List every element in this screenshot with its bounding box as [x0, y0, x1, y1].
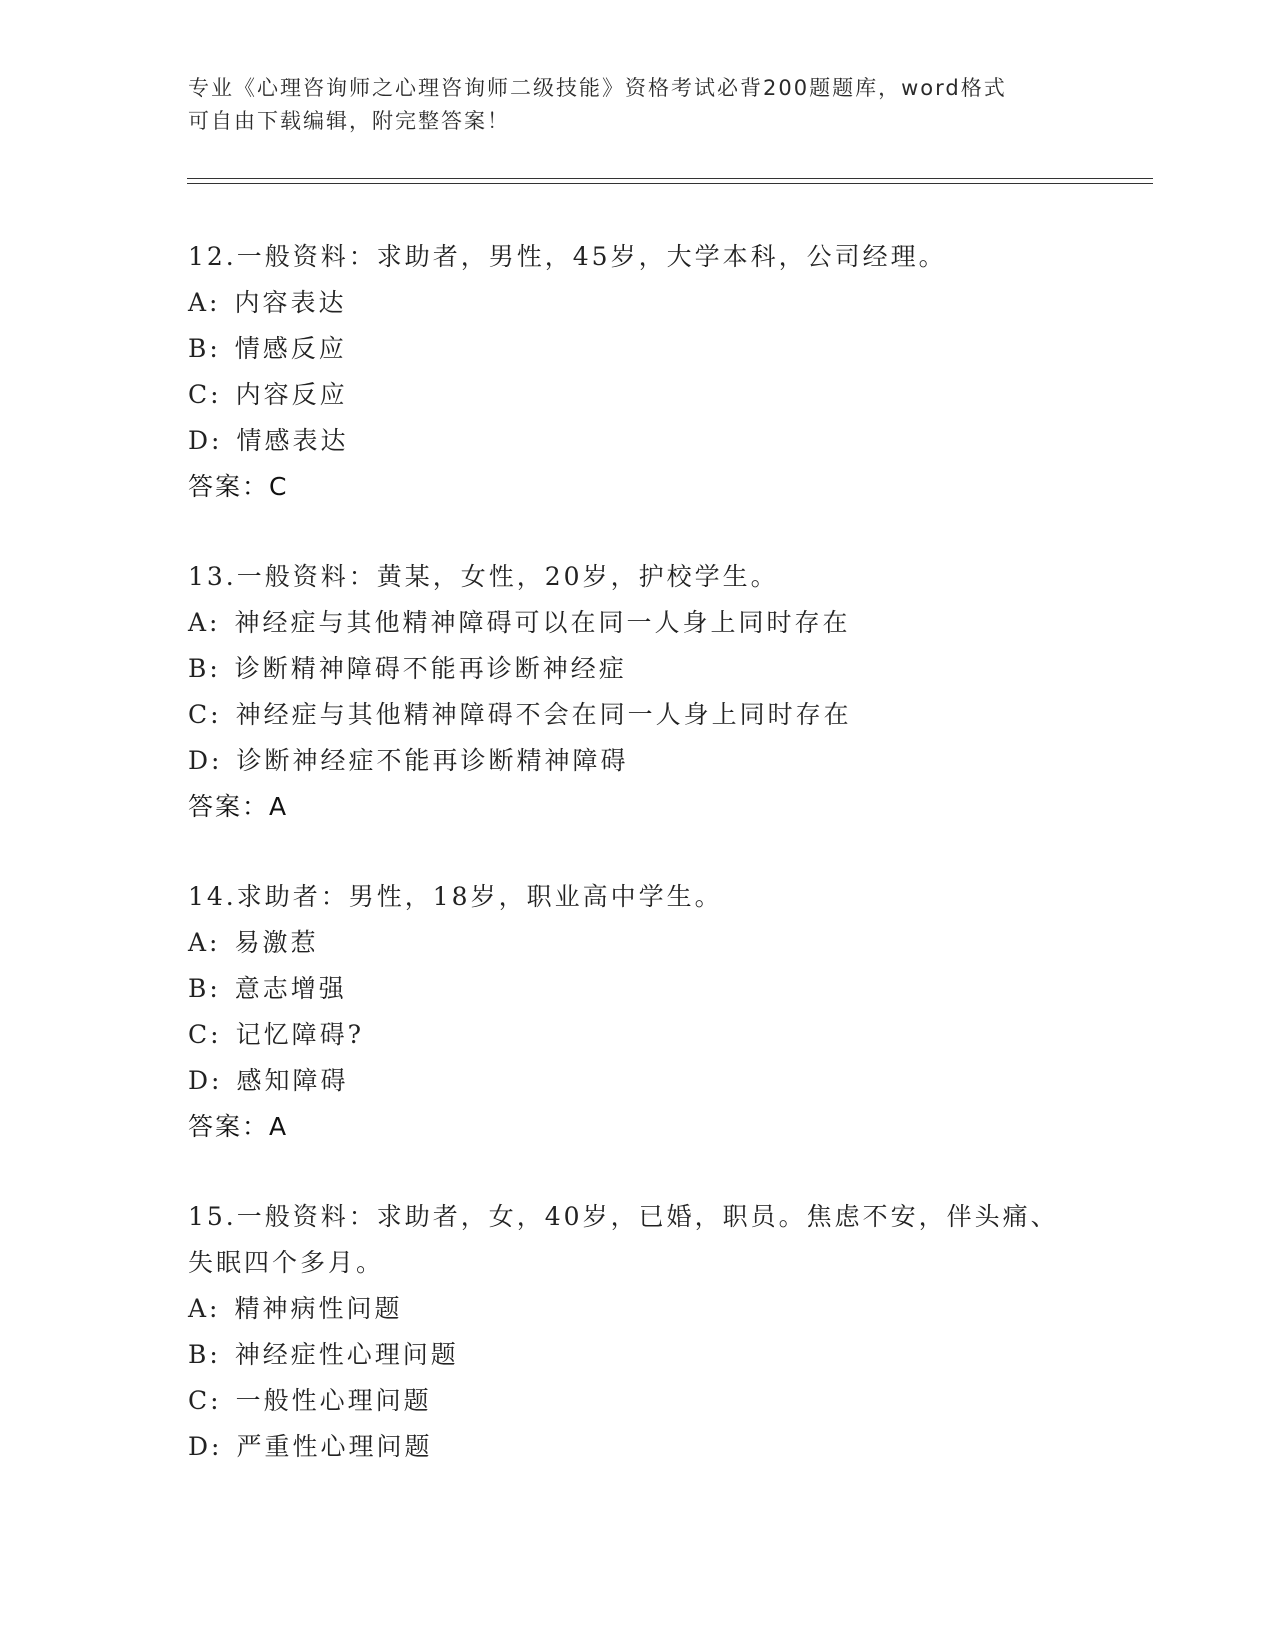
- option-text: 诊断神经症不能再诊断精神障碍: [236, 746, 629, 775]
- option-text: 情感反应: [234, 334, 347, 363]
- option-text: 内容表达: [234, 288, 347, 317]
- question-stem: 13.一般资料：黄某，女性，20岁，护校学生。: [188, 562, 779, 591]
- option-d: [188, 1424, 1088, 1470]
- option-key: A:: [188, 928, 221, 957]
- question-14: [188, 874, 1088, 1150]
- option-key: D:: [188, 426, 223, 455]
- option-text: 神经症与其他精神障碍不会在同一人身上同时存在: [235, 700, 852, 729]
- option-b: [188, 1332, 1088, 1378]
- option-a: [188, 1286, 1088, 1332]
- option-key: D:: [188, 1066, 223, 1095]
- question-stem-line-2: 失眠四个多月。: [188, 1248, 385, 1277]
- option-key: A:: [188, 288, 221, 317]
- question-12: [188, 234, 1088, 510]
- option-c: [188, 1012, 1088, 1058]
- option-d: [188, 418, 1088, 464]
- question-stem: 14.求助者：男性，18岁，职业高中学生。: [188, 882, 723, 911]
- document-header: [188, 72, 1088, 138]
- option-a: [188, 280, 1088, 326]
- header-line-2: 可自由下载编辑，附完整答案！: [188, 109, 510, 133]
- question-stem-line-1: 15.一般资料：求助者，女，40岁，已婚，职员。焦虑不安，伴头痛、: [188, 1202, 1059, 1231]
- header-divider-bottom: [187, 183, 1153, 184]
- question-stem: 12.一般资料：求助者，男性，45岁，大学本科，公司经理。: [188, 242, 947, 271]
- option-key: B:: [188, 1340, 221, 1369]
- option-text: 感知障碍: [236, 1066, 349, 1095]
- option-text: 精神病性问题: [234, 1294, 403, 1323]
- option-key: C:: [188, 1386, 222, 1415]
- option-key: C:: [188, 1020, 222, 1049]
- option-text: 神经症与其他精神障碍可以在同一人身上同时存在: [234, 608, 851, 637]
- header-divider-top: [187, 178, 1153, 179]
- answer: 答案：C: [188, 472, 289, 501]
- option-b: [188, 966, 1088, 1012]
- option-text: 一般性心理问题: [235, 1386, 432, 1415]
- option-b: [188, 326, 1088, 372]
- option-a: [188, 600, 1088, 646]
- option-text: 内容反应: [235, 380, 348, 409]
- option-key: D:: [188, 746, 223, 775]
- option-text: 严重性心理问题: [236, 1432, 433, 1461]
- option-key: B:: [188, 334, 221, 363]
- option-text: 神经症性心理问题: [234, 1340, 459, 1369]
- option-key: A:: [188, 608, 221, 637]
- option-d: [188, 1058, 1088, 1104]
- option-key: C:: [188, 380, 222, 409]
- answer: 答案：A: [188, 792, 289, 821]
- header-line-1: 专业《心理咨询师之心理咨询师二级技能》资格考试必背200题题库，word格式: [188, 76, 1007, 100]
- option-text: 诊断精神障碍不能再诊断神经症: [234, 654, 627, 683]
- option-d: [188, 738, 1088, 784]
- option-b: [188, 646, 1088, 692]
- option-key: D:: [188, 1432, 223, 1461]
- option-text: 意志增强: [234, 974, 347, 1003]
- option-key: B:: [188, 974, 221, 1003]
- option-c: [188, 692, 1088, 738]
- answer: 答案：A: [188, 1112, 289, 1141]
- option-key: C:: [188, 700, 222, 729]
- option-text: 易激惹: [234, 928, 319, 957]
- question-15: [188, 1194, 1088, 1470]
- option-text: 记忆障碍?: [235, 1020, 364, 1049]
- option-c: [188, 372, 1088, 418]
- option-c: [188, 1378, 1088, 1424]
- option-text: 情感表达: [236, 426, 349, 455]
- option-key: A:: [188, 1294, 221, 1323]
- option-key: B:: [188, 654, 221, 683]
- option-a: [188, 920, 1088, 966]
- question-13: [188, 554, 1088, 830]
